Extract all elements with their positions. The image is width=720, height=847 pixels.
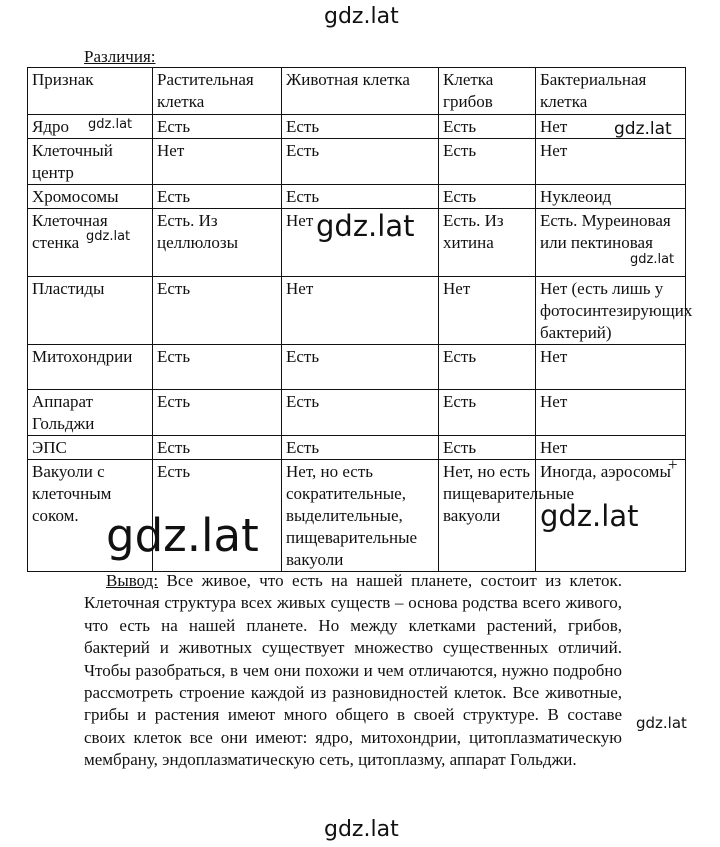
table-cell: ЭПС [28, 436, 153, 460]
table-cell: Нет [536, 390, 686, 436]
watermark-small-2: gdz.lat [88, 117, 133, 132]
table-cell: Есть [153, 277, 282, 345]
table-cell: Есть [282, 115, 439, 139]
conclusion-paragraph [84, 570, 622, 772]
table-cell: Нуклеоид [536, 185, 686, 209]
table-cell: Есть [439, 139, 536, 185]
table-cell: Есть [439, 390, 536, 436]
table-cell: Нет, но есть пищеварительные вакуоли [439, 460, 536, 572]
table-cell: Есть [439, 185, 536, 209]
differences-table [27, 67, 693, 572]
table-cell: Есть [282, 345, 439, 390]
table-cell: Есть. Муреиновая или пектиновая [536, 209, 686, 277]
section-title: Различия: [84, 47, 156, 66]
table-cell: Аппарат Гольджи [28, 390, 153, 436]
watermark-small-4: gdz.lat [630, 252, 675, 267]
table-cell: Есть [439, 115, 536, 139]
table-cell: Нет [153, 139, 282, 185]
table-cell: Есть [439, 345, 536, 390]
table-row [28, 185, 686, 209]
conclusion-label: Вывод: [106, 571, 159, 590]
table-row [28, 139, 686, 185]
table-cell: Есть. Из хитина [439, 209, 536, 277]
table-cell: Есть [282, 436, 439, 460]
watermark-small-5: gdz.lat [636, 714, 687, 732]
table-cell: Нет (есть лишь у фотосинтезирующих бактерий) [536, 277, 686, 345]
table-cell: Есть. Из целлюлозы [153, 209, 282, 277]
watermark-small-3: gdz.lat [86, 229, 131, 244]
table-cell: Нет [282, 277, 439, 345]
table-cell: Есть [282, 185, 439, 209]
conclusion-text: Все живое, что есть на нашей планете, состоит из клеток. Клеточная структура всех живых существ – основа родства всего живого, что есть на нашей планете. Но между клетками растений, грибов, бактерий и животных существует множество существенных отличий. Чтобы разобраться, в чем они похожи и чем отличаются, нужно подробно рассмотреть строение каждой из разновидностей клеток. Все животные, грибы и растения имеют много общего в своей структуре. В составе своих клеток все они имеют: ядро, митохондрии, цитоплазматическую мембрану, эндоплазматическую сеть, цитоплазму, аппарат Гольджи. [84, 571, 622, 770]
table-cell: Клеточная стенка [28, 209, 153, 277]
table-cell: Есть [153, 390, 282, 436]
watermark-large-1: gdz.lat [316, 209, 415, 243]
table-cell: Митохондрии [28, 345, 153, 390]
table-cell: Есть [153, 115, 282, 139]
table-cell: Есть [282, 390, 439, 436]
table-cell: Нет [282, 209, 439, 277]
table-header-row [28, 68, 686, 115]
table-row [28, 436, 686, 460]
table-cell: Ядро [28, 115, 153, 139]
header-animal-cell: Животная клетка [282, 68, 439, 115]
table-cell: Иногда, аэросомы [536, 460, 686, 572]
header-fungal-cell: Клетка грибов [439, 68, 536, 115]
table-row [28, 277, 686, 345]
watermark-bottom: gdz.lat [324, 817, 399, 842]
table-cell: Клеточный центр [28, 139, 153, 185]
table-cell: Нет [536, 345, 686, 390]
table-cell: Нет [536, 115, 686, 139]
watermark-xlarge: gdz.lat [106, 509, 259, 562]
table-cell: Есть [282, 139, 439, 185]
table-cell: Нет [439, 277, 536, 345]
watermark-small-1: gdz.lat [614, 119, 672, 139]
table-row [28, 345, 686, 390]
plus-mark: + [668, 455, 678, 474]
table-cell: Нет, но есть сократительные, выделительные, пищеварительные вакуоли [282, 460, 439, 572]
table-cell: Есть [439, 436, 536, 460]
table-cell: Есть [153, 345, 282, 390]
table-cell: Хромосомы [28, 185, 153, 209]
watermark-top: gdz.lat [324, 4, 399, 29]
table-cell: Есть [153, 436, 282, 460]
table-cell: Есть [153, 185, 282, 209]
table-cell: Пластиды [28, 277, 153, 345]
table-cell: Вакуоли с клеточным соком. [28, 460, 153, 572]
header-feature: Признак [28, 68, 153, 115]
header-plant-cell: Растительная клетка [153, 68, 282, 115]
header-bacterial-cell: Бактериальная клетка [536, 68, 686, 115]
table-row [28, 390, 686, 436]
table-cell: Нет [536, 139, 686, 185]
table-cell: Есть [153, 460, 282, 572]
table-cell: Нет [536, 436, 686, 460]
watermark-large-2: gdz.lat [540, 499, 639, 533]
